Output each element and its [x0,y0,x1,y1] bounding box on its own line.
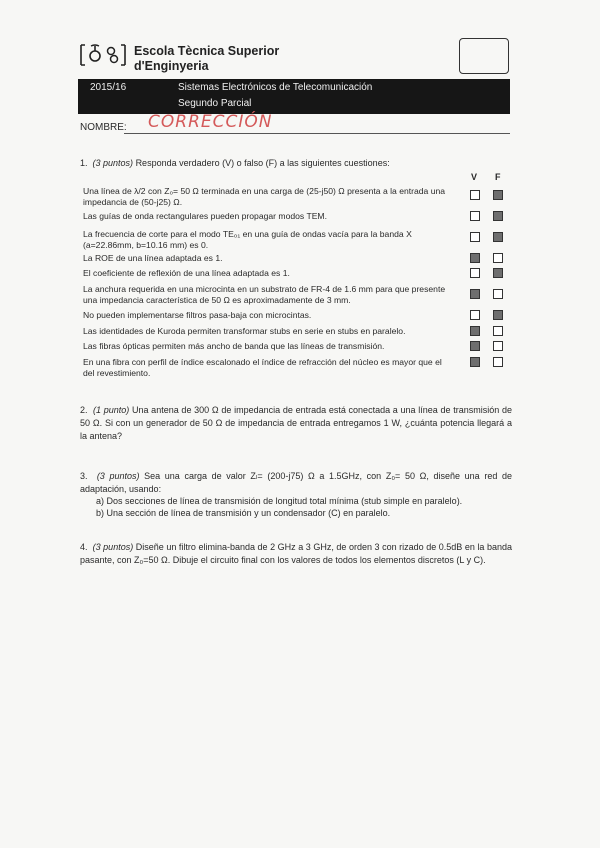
checkbox-false[interactable] [493,211,503,221]
question-1-header: 1. (3 puntos) Responda verdadero (V) o falso (F) a las siguientes cuestiones: [80,158,390,168]
question-3-points: (3 puntos) [96,471,140,481]
school-name-line2: d'Enginyeria [134,59,209,73]
true-false-statement: La ROE de una línea adaptada es 1. [83,253,223,263]
subject-title: Sistemas Electrónicos de Telecomunicación [178,82,373,93]
checkbox-false[interactable] [493,268,503,278]
checkbox-false[interactable] [493,357,503,367]
checkbox-false[interactable] [493,253,503,263]
question-1-prompt: Responda verdadero (V) o falso (F) a las siguientes cuestiones: [135,158,390,168]
true-false-statement: En una fibra con perfil de índice escalonado el índice de refracción del núcleo es mayor que el del revestimiento. [83,357,442,378]
true-false-statement: Las identidades de Kuroda permiten transformar stubs en serie en stubs en paralelo. [83,326,406,336]
question-3-text: Sea una carga de valor Zₗ= (200-j75) Ω a 1.5GHz, con Z₀= 50 Ω, diseñe una red de adaptación, usando: [80,471,512,494]
question-3-number: 3. [80,471,88,481]
exam-header-bar [78,79,510,114]
grade-box [459,38,509,74]
true-false-statement: Las guías de onda rectangulares pueden propagar modos TEM. [83,211,327,221]
school-name-line1: Escola Tècnica Superior [134,44,280,58]
question-4-points: (3 puntos) [92,542,134,552]
academic-year: 2015/16 [90,82,127,93]
checkbox-true[interactable] [470,211,480,221]
true-false-statement: Las fibras ópticas permiten más ancho de banda que las líneas de transmisión. [83,341,385,351]
checkbox-true[interactable] [470,289,480,299]
checkbox-true[interactable] [470,253,480,263]
checkbox-true[interactable] [470,190,480,200]
question-2-number: 2. [80,405,88,415]
true-false-statement: El coeficiente de reflexión de una línea adaptada es 1. [83,268,290,278]
question-2 [80,404,512,443]
checkbox-false[interactable] [493,341,503,351]
question-2-points: (1 punto) [92,405,130,415]
checkbox-true[interactable] [470,232,480,242]
question-3-part-b: b) Una sección de línea de transmisión y un condensador (C) en paralelo. [96,508,391,518]
question-4 [80,541,512,567]
question-3 [80,470,512,496]
question-1-points: (3 puntos) [92,158,134,168]
question-4-number: 4. [80,542,88,552]
column-v-label: V [471,172,478,182]
checkbox-false[interactable] [493,232,503,242]
checkbox-false[interactable] [493,289,503,299]
name-value: CORRECCIÓN [148,112,273,132]
column-f-label: F [495,172,501,182]
name-label: NOMBRE: [80,122,127,133]
true-false-statement: La frecuencia de corte para el modo TE₀₁ en una guía de ondas vacía para la banda X (a=22.86mm, b=10.16 mm) es 0. [83,229,412,250]
true-false-statement: No pueden implementarse filtros pasa-baja con microcintas. [83,310,312,320]
question-4-text: Diseñe un filtro elimina-banda de 2 GHz a 3 GHz, de orden 3 con rizado de 0.5dB en la banda pasante, con Z₀=50 Ω. Dibuje el circuito final con los valores de todos los elementos discretos (L y C). [80,542,512,565]
checkbox-true[interactable] [470,341,480,351]
checkbox-true[interactable] [470,310,480,320]
school-name [134,44,279,74]
name-line [124,133,510,134]
checkbox-false[interactable] [493,310,503,320]
checkbox-true[interactable] [470,357,480,367]
true-false-statement: Una línea de λ/2 con Z₀= 50 Ω terminada en una carga de (25-j50) Ω presenta a la entrada una impedancia de (50-j25) Ω. [83,186,446,207]
question-2-text: Una antena de 300 Ω de impedancia de entrada está conectada a una línea de transmisión de 50 Ω. Si con un generador de 50 Ω de impedancia de entrada entregamos 1 W, ¿cuánta potencia llegará a la antena? [80,405,512,441]
checkbox-true[interactable] [470,326,480,336]
checkbox-true[interactable] [470,268,480,278]
school-logo-icon [78,42,128,68]
true-false-statement: La anchura requerida en una microcinta en un substrato de FR-4 de 1.6 mm para que presente una impedancia característica de 50 Ω es aproximadamente de 3 mm. [83,284,446,305]
checkbox-false[interactable] [493,326,503,336]
question-3-part-a: a) Dos secciones de línea de transmisión de longitud total mínima (stub simple en paralelo). [96,496,463,506]
checkbox-false[interactable] [493,190,503,200]
exam-title: Segundo Parcial [178,98,252,109]
